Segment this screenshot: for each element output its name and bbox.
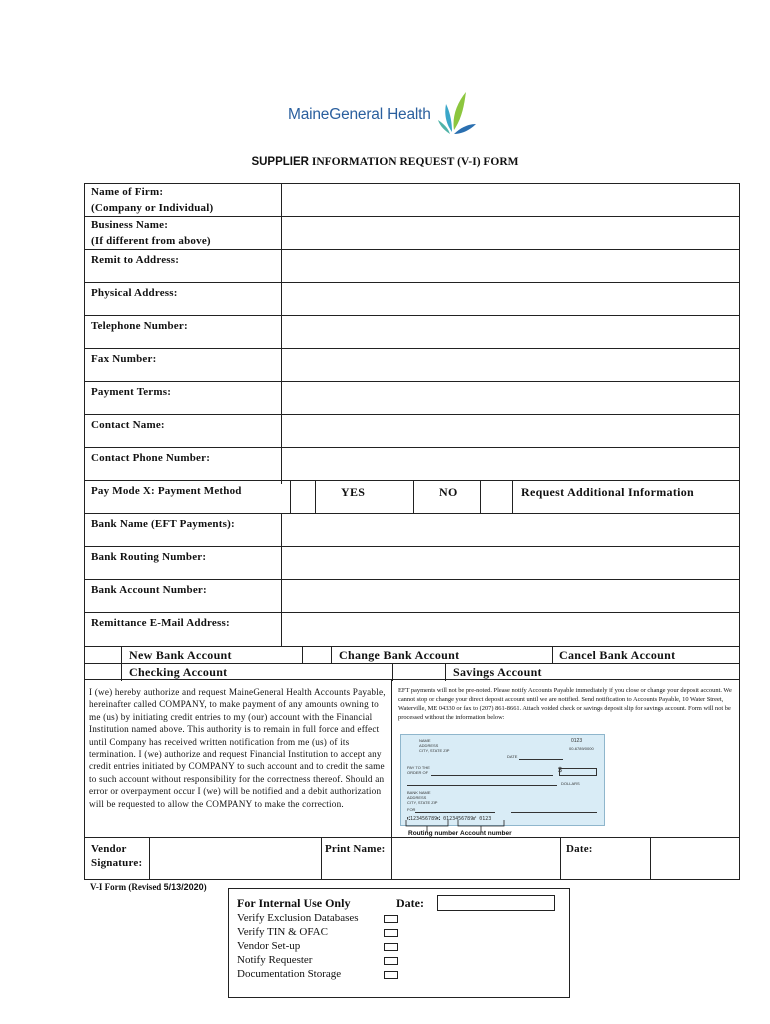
- internal-item-tin: Verify TIN & OFAC: [237, 926, 328, 938]
- field-row-payment-terms: Payment Terms:: [85, 382, 739, 415]
- sample-check-image: NAME ADDRESS CITY, STATE ZIP 0123 00-6789/0000 DATE PAY TO THE ORDER OF $ DOLLARS BANK NAME ADDRESS CITY, STATE ZIP FOR ⑆123456789⑆ 0123456789⑈ 0123: [400, 734, 605, 826]
- internal-use-box: [228, 888, 570, 998]
- vendor-label: Vendor: [91, 843, 127, 855]
- change-bank-account-option[interactable]: Change Bank Account: [339, 648, 460, 662]
- field-row-business-name: Business Name: (If different from above): [85, 217, 739, 250]
- field-row-contact-phone: Contact Phone Number:: [85, 448, 739, 481]
- field-row-physical-address: Physical Address:: [85, 283, 739, 316]
- signature-label: Signature:: [91, 857, 143, 869]
- field-row-remit-address: Remit to Address:: [85, 250, 739, 283]
- new-bank-account-option[interactable]: New Bank Account: [129, 648, 232, 662]
- pay-mode-no[interactable]: NO: [439, 485, 458, 499]
- field-row-account-number: Bank Account Number:: [85, 580, 739, 613]
- documentation-storage-checkbox[interactable]: [384, 971, 398, 979]
- account-type-row: [85, 664, 739, 681]
- internal-use-title: For Internal Use Only: [237, 896, 351, 910]
- exclusion-checkbox[interactable]: [384, 915, 398, 923]
- eft-note: EFT payments will not be pre-noted. Please notify Accounts Payable immediately if you close or change your deposit account. We cannot stop or change your direct deposit account until we are notified. Send notification to Accounts Payable, 10 Water Street, Waterville, ME 04330 or fax to (207) 861-8661. Attach voided check or savings deposit slip for savings account. Form will not be processed without the information below:: [398, 687, 732, 721]
- pay-mode-request-info[interactable]: Request Additional Information: [521, 485, 695, 499]
- field-row-contact-name: Contact Name:: [85, 415, 739, 448]
- field-row-routing-number: Bank Routing Number:: [85, 547, 739, 580]
- cancel-bank-account-option[interactable]: Cancel Bank Account: [559, 648, 676, 662]
- internal-date-field[interactable]: [437, 895, 555, 911]
- form-title: SUPPLIER INFORMATION REQUEST (V-I) FORM: [251, 156, 519, 168]
- date-field[interactable]: [650, 839, 739, 879]
- authorization-text: I (we) hereby authorize and request MaineGeneral Health Accounts Payable, hereinafter called COMPANY, to make payment of any amounts owning to me (us) by initiating credit entries to my (our) account with the Financial Institution named above. This authority is to remain in full force and effect until Company has received written notification from me (us) of its termination. I (we) authorize and request Financial Institution to accept any credit entries initiated by COMPANY to such account and to credit the same to such account without responsibility for the correctness thereof. Should an error or overpayment occur I (we) will be notified and a debit authorization will be requested to allow the COMPANY to make the correction.: [89, 687, 386, 809]
- field-row-telephone: Telephone Number:: [85, 316, 739, 349]
- account-action-row: [85, 647, 739, 664]
- revision-note: V-I Form (Revised 5/13/2020): [90, 882, 207, 892]
- vendor-signature-field[interactable]: [149, 839, 320, 879]
- notify-requester-checkbox[interactable]: [384, 957, 398, 965]
- print-name-field[interactable]: [391, 839, 559, 879]
- field-row-firm-name: Name of Firm: (Company or Individual): [85, 184, 739, 217]
- field-row-bank-name: Bank Name (EFT Payments):: [85, 514, 739, 547]
- internal-item-notify: Notify Requester: [237, 954, 313, 966]
- savings-account-option[interactable]: Savings Account: [453, 665, 542, 679]
- field-row-remittance-email: Remittance E-Mail Address:: [85, 613, 739, 647]
- maine-general-logo: [288, 90, 488, 140]
- checking-account-option[interactable]: Checking Account: [129, 665, 228, 679]
- supplier-info-table: [84, 183, 740, 680]
- internal-item-setup: Vendor Set-up: [237, 940, 301, 952]
- tin-ofac-checkbox[interactable]: [384, 929, 398, 937]
- pay-mode-yes[interactable]: YES: [341, 485, 366, 499]
- field-row-fax: Fax Number:: [85, 349, 739, 382]
- leaf-logo-icon: [436, 90, 476, 138]
- internal-date-label: Date:: [396, 896, 424, 910]
- print-name-label: Print Name:: [325, 843, 386, 855]
- pay-mode-row: Pay Mode X: Payment Method YES NO Request Additional Information: [85, 481, 739, 514]
- internal-item-exclusion: Verify Exclusion Databases: [237, 912, 359, 924]
- date-label: Date:: [566, 843, 593, 855]
- internal-item-storage: Documentation Storage: [237, 968, 342, 980]
- routing-number-caption: Routing number: [408, 830, 459, 837]
- account-number-caption: Account number: [460, 830, 512, 837]
- vendor-setup-checkbox[interactable]: [384, 943, 398, 951]
- logo-text: MaineGeneral Health: [288, 106, 431, 123]
